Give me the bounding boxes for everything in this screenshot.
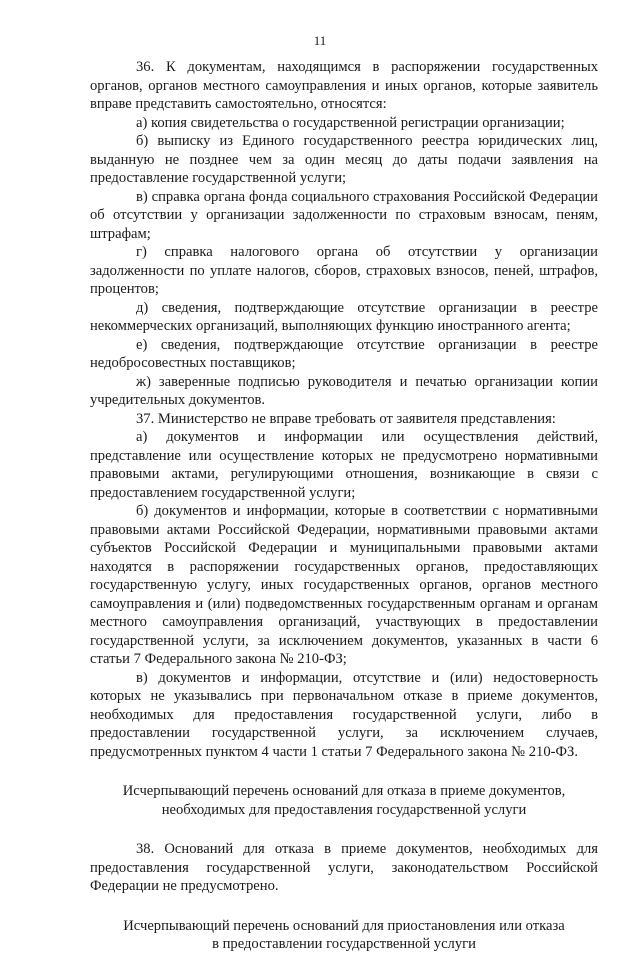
paragraph-36-item-b: б) выписку из Единого государственного реестра юридических лиц, выданную не позднее чем за один месяц до даты подачи заявления на предоставление государственной услуги;	[90, 133, 598, 186]
paragraph-37-item-a: а) документов и информации или осуществления действий, представление или осуществление которых не предусмотрено нормативными правовыми актами, регулирующими отношения, возникающие в связи с предоставлением государственной услуги;	[90, 429, 598, 501]
paragraph-36-item-v: в) справка органа фонда социального страхования Российской Федерации об отсутствии у организации задолженности по страховым взносам, пеням, штрафам;	[90, 188, 598, 242]
section-heading-suspension-grounds: Исчерпывающий перечень оснований для приостановления или отказа в предоставлении государственной услуги	[123, 917, 565, 952]
paragraph-37-item-b: б) документов и информации, которые в соответствии с нормативными правовыми актами Российской Федерации, нормативными правовыми актами субъектов Российской Федерации и муниципальными правовыми актами находятся в распоряжении государственных органов, предоставляющих государственную услугу, иных государственных органов, органов местного самоуправления и (или) подведомственных государственным органам и органам местного самоуправления организаций, участвующих в предоставлении государственной услуги, за исключением документов, указанных в части 6 статьи 7 Федерального закона № 210-ФЗ;	[90, 503, 598, 667]
page-number: 11	[313, 33, 327, 48]
paragraph-36-item-d: д) сведения, подтверждающие отсутствие организации в реестре некоммерческих организаций, выполняющих функцию иностранного агента;	[90, 299, 598, 334]
paragraph-36-item-a: а) копия свидетельства о государственной регистрации организации;	[136, 114, 565, 131]
document-body	[90, 58, 598, 975]
section-heading-refusal-grounds: Исчерпывающий перечень оснований для отказа в приеме документов, необходимых для предоставления государственной услуги	[122, 783, 566, 818]
paragraph-36-item-e: е) сведения, подтверждающие отсутствие организации в реестре недобросовестных поставщиков;	[90, 336, 598, 371]
paragraph-37: 37. Министерство не вправе требовать от заявителя представления:	[136, 410, 556, 427]
paragraph-36: 36. К документам, находящимся в распоряжении государственных органов, органов местного самоуправления и иных органов, которые заявитель вправе представить самостоятельно, относятся:	[90, 59, 598, 112]
paragraph-37-item-v: в) документов и информации, отсутствие и (или) недостоверность которых не указывались при первоначальном отказе в приеме документов, необходимых для предоставления государственной услуги, либо в предоставлении государственной услуги, за исключением случаев, предусмотренных пунктом 4 части 1 статьи 7 Федерального закона № 210-ФЗ.	[90, 669, 598, 760]
paragraph-36-item-g: г) справка налогового органа об отсутствии у организации задолженности по уплате налогов, сборов, страховых взносов, пеней, штрафов, процентов;	[90, 244, 598, 297]
paragraph-38: 38. Оснований для отказа в приеме документов, необходимых для предоставления государственной услуги, законодательством Российской Федерации не предусмотрено.	[90, 841, 598, 894]
paragraph-36-item-zh: ж) заверенные подписью руководителя и печатью организации копии учредительных документов.	[90, 373, 598, 408]
